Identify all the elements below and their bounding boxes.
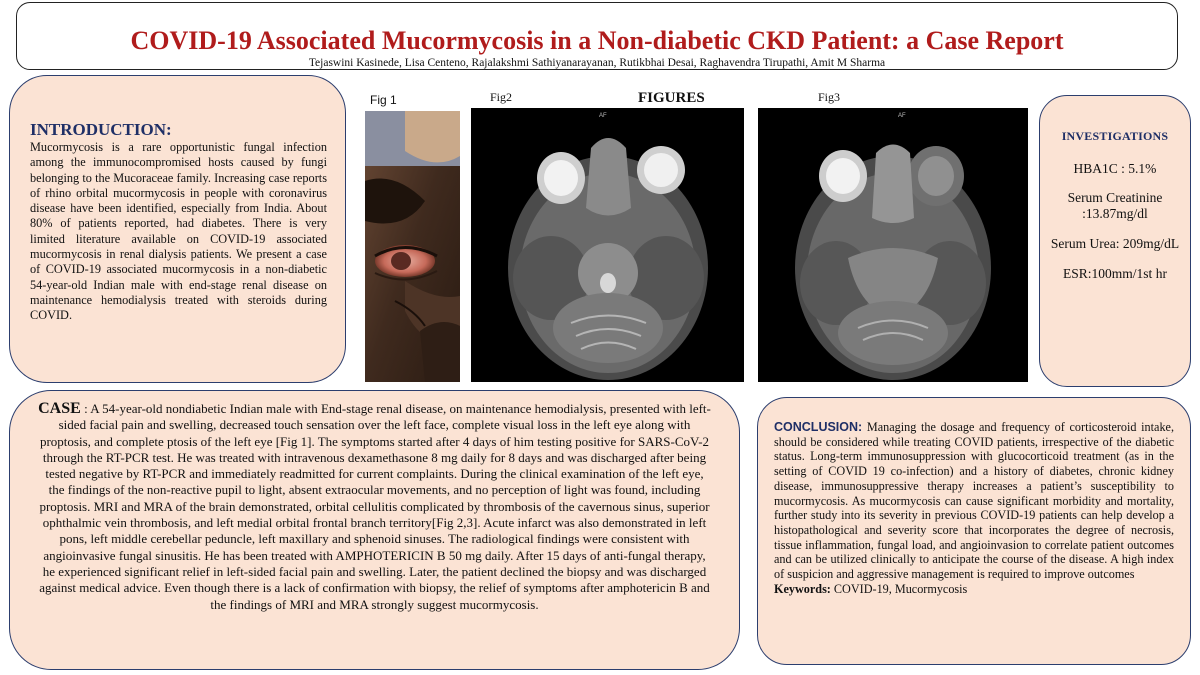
case-panel	[9, 390, 740, 670]
poster-header	[16, 2, 1178, 70]
figures-title: FIGURES	[638, 90, 705, 106]
conclusion-heading: CONCLUSION:	[774, 420, 863, 434]
investigations-panel	[1039, 95, 1191, 387]
case-heading: CASE	[38, 400, 81, 417]
mri-axial-illustration-2	[758, 108, 1028, 382]
investigation-item: HBA1C : 5.1%	[1073, 161, 1157, 176]
fig3-label: Fig3	[818, 90, 841, 104]
investigation-item: Serum Urea: 209mg/dL	[1050, 236, 1180, 251]
mri-axial-illustration	[471, 108, 744, 382]
poster-title: COVID-19 Associated Mucormycosis in a Non-diabetic CKD Patient: a Case Report	[130, 26, 1064, 55]
eye-photo-illustration	[365, 111, 460, 382]
fig3-mri-image	[758, 108, 1028, 382]
conclusion-body: Managing the dosage and frequency of corticosteroid intake, should be considered while treating COVID patients, irrespective of the diabetic status. Long-term immunosuppression with glucocorticoid treatment (as in the setting of COVID 19 co-infection) and a history of diabetes, chronic kidney disease, immunosuppressive therapy increases a patient’s susceptibility to mucormycosis. As mucormycosis can cause significant morbidity and mortality, further study into its severity in previous COVID-19 patients can help develop a histopathological and severity score that incorporates the degree of necrosis, tissue inflammation, fungal load, and angioinvasion to correlate patient outcomes and can be utilized clinically to anticipate the course of the disease. A high index of suspicion and aggressive management is required to improve outcomes	[774, 420, 1175, 582]
keywords-label: Keywords:	[774, 581, 831, 596]
investigation-item: ESR:100mm/1st hr	[1063, 266, 1167, 281]
author-list: Tejaswini Kasinede, Lisa Centeno, Rajalakshmi Sathiyanarayanan, Rutikbhai Desai, Raghavendra Tirupathi, Amit M Sharma	[308, 57, 886, 69]
fig2-label: Fig2	[490, 90, 513, 104]
fig1-eye-photo	[365, 111, 460, 382]
investigation-item: Serum Creatinine :13.87mg/dl	[1067, 190, 1163, 221]
introduction-body: Mucormycosis is a rare opportunistic fungal infection among the immunocompromised hosts caused by fungi belonging to the Mucoraceae family. Increasing case reports of rhino orbital mucormycosis in people with coronavirus disease have been identified, especially from India. About 80% of patients reported, had diabetes. There is very limited literature available on COVID-19 associated mucormycosis in renal dialysis patients. We present a case of COVID-19 associated mucormycosis in a non-diabetic 54-year-old Indian male with end-stage renal disease on maintenance hemodialysis treated with steroids during COVID.	[30, 140, 327, 323]
case-body: : A 54-year-old nondiabetic Indian male with End-stage renal disease, on maintenance hemodialysis, presented with left-sided facial pain and swelling, decreased touch sensation over the left face, complete visual loss in the left eye along with proptosis, and complete ptosis of the left eye [Fig 1]. The symptoms started after 4 days of him testing positive for SARS-CoV-2 through the RT-PCR test. He was treated with intravenous dexamethasone 8 mg daily for 8 days and was discharged after being tested negative by RT-PCR and immediately readmitted for current complaints. During the clinical examination of the left eye, the findings of the non-reactive pupil to light, absent extraocular movements, and no perception of light was found, including proptosis. MRI and MRA of the brain demonstrated, orbital cellulitis complicated by thrombosis of the cavernous sinus, superior ophthalmic vein thrombosis, and left medial orbital frontal branch territory[Fig 2,3]. Acute infarct was also demonstrated in left pons, left middle cerebellar peduncle, left maxillary and sphenoid sinuses. The radiological findings were consistent with angioinvasive fungal sinusitis. He has been treated with AMPHOTERICIN B 50 mg daily. After 15 days of anti-fungal therapy, he experienced significant relief in left-sided facial pain and swelling. Later, the patient declined the biopsy and was discharged against medical advice. Even though there is a lack of confirmation with biopsy, the relief of symptoms after amphotericin B and the findings of MRI and MRA strongly suggest mucormycosis.	[39, 401, 711, 612]
case-text-block	[36, 401, 713, 613]
investigations-heading: INVESTIGATIONS	[1061, 129, 1169, 143]
introduction-heading: INTRODUCTION:	[30, 120, 172, 139]
conclusion-panel	[757, 397, 1191, 665]
fig2-af-marker: AF	[599, 113, 607, 119]
fig2-mri-image	[471, 108, 744, 382]
keywords-value: COVID-19, Mucormycosis	[833, 581, 968, 596]
fig3-af-marker: AF	[898, 113, 906, 119]
fig1-label: Fig 1	[370, 93, 397, 107]
conclusion-text-block	[774, 420, 1174, 582]
introduction-panel	[9, 75, 346, 383]
keywords-line	[774, 582, 1174, 597]
